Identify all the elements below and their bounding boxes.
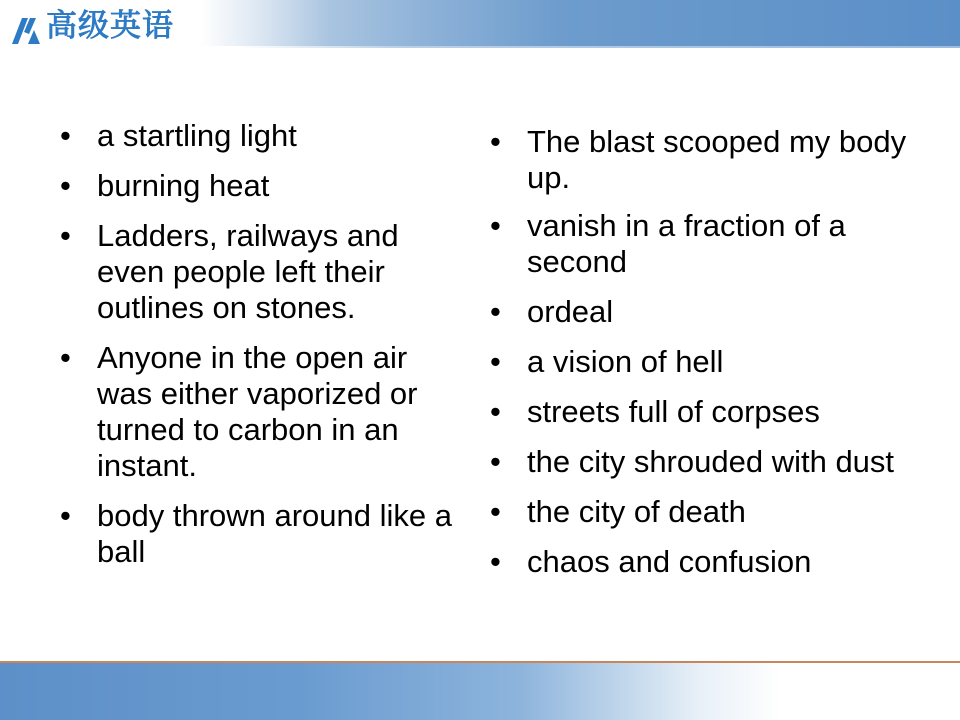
bullet: • — [490, 124, 501, 159]
list-item-text: body thrown around like a ball — [97, 498, 453, 569]
bullet: • — [490, 544, 501, 579]
list-item — [490, 494, 910, 530]
bullet: • — [490, 208, 501, 243]
list-item-text: the city of death — [527, 494, 746, 529]
list-item-text: a vision of hell — [527, 344, 724, 379]
list-item — [60, 118, 470, 154]
list-item — [60, 168, 470, 204]
right-bullet-list — [490, 124, 910, 594]
list-item — [490, 544, 910, 580]
list-item — [490, 294, 910, 330]
footer-band — [0, 663, 960, 720]
list-item — [60, 340, 470, 484]
list-item-text: streets full of corpses — [527, 394, 820, 429]
bullet: • — [490, 494, 501, 529]
bullet: • — [60, 340, 71, 375]
list-item — [490, 124, 910, 196]
list-item-text: chaos and confusion — [527, 544, 812, 579]
bullet: • — [490, 394, 501, 429]
left-bullet-list — [60, 118, 470, 584]
list-item — [60, 498, 470, 570]
list-item-text: Ladders, railways and even people left their outlines on stones. — [97, 218, 399, 325]
logo-title: 高级英语 — [46, 8, 174, 44]
chevron-logo-icon — [8, 12, 44, 48]
list-item — [60, 218, 470, 326]
list-item-text: the city shrouded with dust — [527, 444, 895, 479]
list-item-text: The blast scooped my body up. — [527, 124, 907, 195]
bullet: • — [490, 344, 501, 379]
list-item — [490, 444, 910, 480]
list-item-text: Anyone in the open air was either vaporized or turned to carbon in an instant. — [97, 340, 418, 483]
header-divider — [0, 46, 960, 48]
list-item — [490, 208, 910, 280]
bullet: • — [490, 294, 501, 329]
bullet: • — [60, 498, 71, 533]
bullet: • — [490, 444, 501, 479]
bullet: • — [60, 218, 71, 253]
list-item — [490, 394, 910, 430]
bullet: • — [60, 118, 71, 153]
list-item — [490, 344, 910, 380]
list-item-text: ordeal — [527, 294, 614, 329]
list-item-text: a startling light — [97, 118, 297, 153]
bullet: • — [60, 168, 71, 203]
list-item-text: burning heat — [97, 168, 270, 203]
list-item-text: vanish in a fraction of a second — [527, 208, 846, 279]
